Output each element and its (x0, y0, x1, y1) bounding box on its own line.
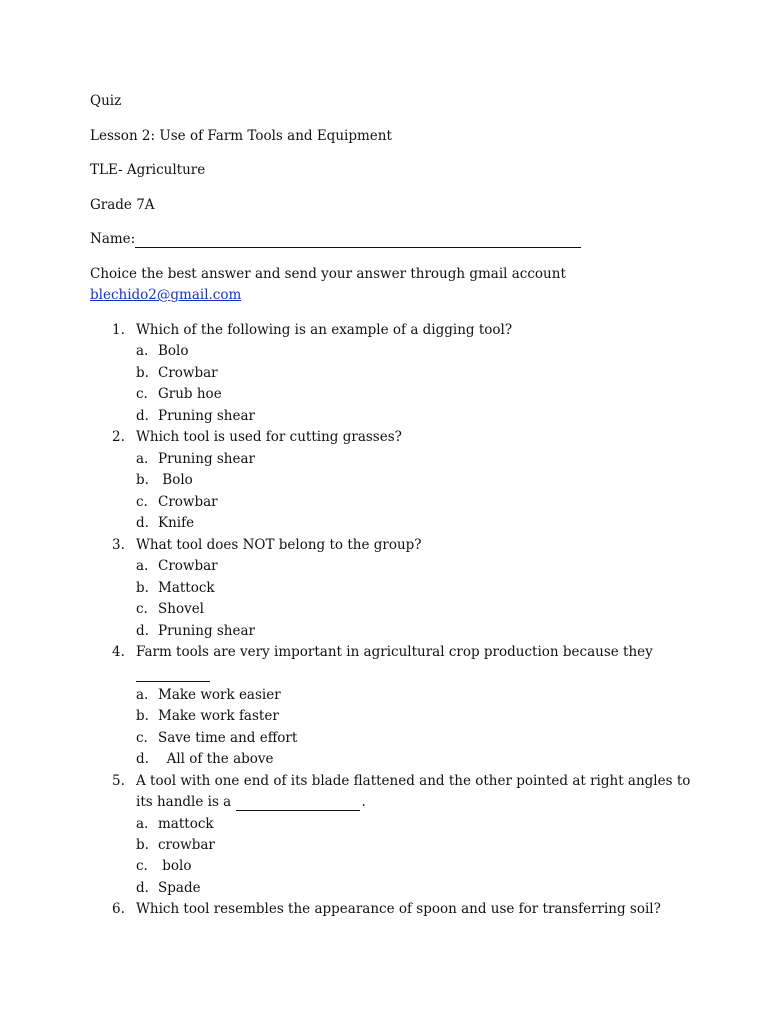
option-letter: c. (136, 730, 148, 746)
option-text: Crowbar (158, 558, 218, 574)
option-letter: c. (136, 601, 148, 617)
question-1 (112, 321, 512, 339)
q3-option-b (136, 579, 215, 597)
option-letter: a. (136, 687, 149, 703)
name-field (90, 230, 581, 248)
question-4 (112, 643, 653, 661)
option-letter: c. (136, 858, 148, 874)
option-text: Grub hoe (158, 386, 222, 402)
q3-option-a (136, 557, 218, 575)
question-2 (112, 428, 402, 446)
question-number: 6. (112, 901, 125, 917)
option-text: Spade (158, 880, 201, 896)
option-letter: b. (136, 708, 149, 724)
question-text: Farm tools are very important in agricultural crop production because they (136, 644, 653, 660)
option-letter: b. (136, 472, 149, 488)
email-link-line (90, 286, 241, 304)
option-text: Crowbar (158, 494, 218, 510)
option-letter: a. (136, 343, 149, 359)
question-number: 1. (112, 322, 125, 338)
question-text: Which of the following is an example of a digging tool? (136, 322, 513, 338)
option-text: Make work easier (158, 687, 281, 703)
option-text: mattock (158, 816, 214, 832)
q4-option-a (136, 686, 281, 704)
option-text: All of the above (158, 751, 274, 767)
lesson-title: Lesson 2: Use of Farm Tools and Equipment (90, 128, 392, 144)
q5-option-c (136, 857, 192, 875)
option-letter: b. (136, 365, 149, 381)
q2-option-c (136, 493, 218, 511)
q4-option-c (136, 729, 297, 747)
question-text: What tool does NOT belong to the group? (136, 537, 422, 553)
option-text: Bolo (158, 343, 189, 359)
option-letter: b. (136, 580, 149, 596)
q3-option-d (136, 622, 255, 640)
name-label: Name: (90, 231, 136, 247)
option-text: Crowbar (158, 365, 218, 381)
instruction-text: Choice the best answer and send your answer through gmail account (90, 266, 566, 282)
question-3 (112, 536, 422, 554)
option-letter: a. (136, 558, 149, 574)
name-blank-line (135, 232, 581, 248)
option-text: bolo (158, 858, 192, 874)
option-text: Mattock (158, 580, 215, 596)
q3-option-c (136, 600, 204, 618)
option-text: Pruning shear (158, 408, 255, 424)
question-number: 4. (112, 644, 125, 660)
question-5 (112, 772, 690, 790)
q1-option-b (136, 364, 218, 382)
question-number: 5. (112, 773, 125, 789)
question-number: 3. (112, 537, 125, 553)
option-text: Knife (158, 515, 195, 531)
q1-option-d (136, 407, 255, 425)
option-letter: a. (136, 451, 149, 467)
option-text: Pruning shear (158, 451, 255, 467)
option-letter: d. (136, 515, 149, 531)
continuation-prefix: its handle is a (136, 794, 232, 810)
q4-option-b (136, 707, 279, 725)
q1-option-c (136, 385, 222, 403)
question-text: Which tool resembles the appearance of spoon and use for transferring soil? (136, 901, 661, 917)
option-text: Pruning shear (158, 623, 255, 639)
q5-option-d (136, 879, 201, 897)
option-letter: d. (136, 408, 149, 424)
grade-label: Grade 7A (90, 197, 155, 213)
q2-option-b (136, 471, 193, 489)
option-letter: c. (136, 386, 148, 402)
blank-line (236, 796, 360, 811)
blank-line (136, 667, 210, 682)
question-text: Which tool is used for cutting grasses? (136, 429, 402, 445)
q4-option-d (136, 750, 274, 768)
question-number: 2. (112, 429, 125, 445)
option-text: Make work faster (158, 708, 279, 724)
option-text: Shovel (158, 601, 205, 617)
quiz-title: Quiz (90, 93, 122, 109)
email-link[interactable]: blechido2@gmail.com (90, 287, 242, 303)
question-text: A tool with one end of its blade flattened and the other pointed at right angles to (136, 773, 691, 789)
option-text: Save time and effort (158, 730, 298, 746)
option-letter: c. (136, 494, 148, 510)
option-letter: d. (136, 623, 149, 639)
option-text: Bolo (158, 472, 193, 488)
question-6 (112, 900, 661, 918)
q5-option-b (136, 836, 215, 854)
q1-option-a (136, 342, 189, 360)
continuation-suffix: . (361, 794, 366, 810)
option-letter: a. (136, 816, 149, 832)
option-text: crowbar (158, 837, 215, 853)
q2-option-a (136, 450, 255, 468)
q5-continuation (136, 793, 366, 811)
option-letter: d. (136, 751, 149, 767)
option-letter: b. (136, 837, 149, 853)
q5-option-a (136, 815, 214, 833)
subject-label: TLE- Agriculture (90, 162, 206, 178)
q2-option-d (136, 514, 194, 532)
q4-answer-blank (136, 664, 210, 682)
option-letter: d. (136, 880, 149, 896)
